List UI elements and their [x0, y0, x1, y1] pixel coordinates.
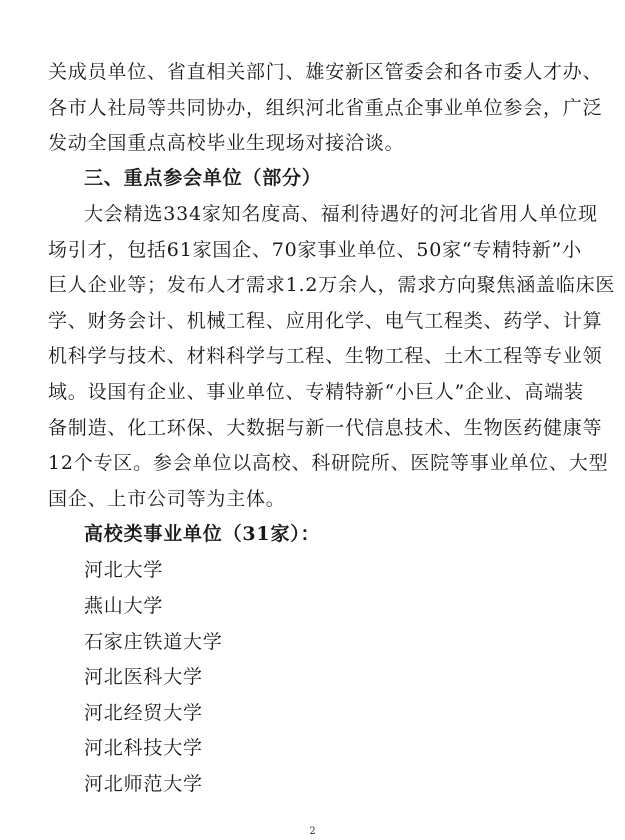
paragraph-line: 机科学与技术、材料科学与工程、生物工程、土木工程等专业领 — [48, 345, 603, 367]
list-item: 河北师范大学 — [84, 773, 203, 795]
page-number: 2 — [309, 826, 316, 837]
paragraph-line: 域。设国有企业、事业单位、专精特新“小巨人”企业、高端装 — [48, 381, 584, 403]
paragraph-line: 学、财务会计、机械工程、应用化学、电气工程类、药学、计算 — [48, 310, 603, 332]
list-item: 燕山大学 — [84, 595, 164, 617]
list-item: 河北医科大学 — [84, 666, 203, 688]
list-item: 河北经贸大学 — [84, 702, 203, 724]
list-item: 河北科技大学 — [84, 737, 203, 759]
list-item: 石家庄铁道大学 — [84, 631, 223, 653]
paragraph-line: 场引才，包括61家国企、70家事业单位、50家“专精特新”小 — [48, 239, 582, 261]
paragraph-line: 发动全国重点高校毕业生现场对接洽谈。 — [48, 132, 405, 154]
paragraph-line: 巨人企业等；发布人才需求1.2万余人，需求方向聚焦涵盖临床医 — [48, 274, 616, 296]
section-heading: 三、重点参会单位（部分） — [84, 167, 322, 189]
paragraph-line: 备制造、化工环保、大数据与新一代信息技术、生物医药健康等 — [48, 417, 603, 439]
paragraph-line: 关成员单位、省直相关部门、雄安新区管委会和各市委人才办、 — [48, 61, 603, 83]
list-item: 河北大学 — [84, 559, 164, 581]
paragraph-line: 12个专区。参会单位以高校、科研院所、医院等事业单位、大型 — [48, 452, 609, 474]
paragraph-line: 各市人社局等共同协办，组织河北省重点企事业单位参会，广泛 — [48, 97, 603, 119]
paragraph-line: 大会精选334家知名度高、福利待遇好的河北省用人单位现 — [84, 203, 598, 225]
paragraph-line: 国企、上市公司等为主体。 — [48, 488, 286, 510]
subheading: 高校类事业单位（31家）： — [84, 523, 321, 545]
